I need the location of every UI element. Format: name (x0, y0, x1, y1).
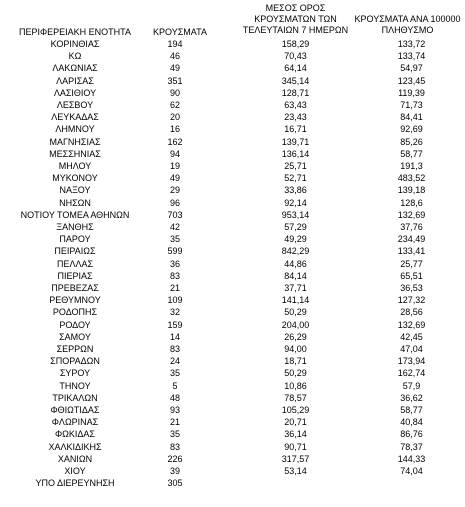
cell-unit: ΜΕΣΣΗΝΙΑΣ (49, 148, 101, 159)
cell-per100k: 128,6 (400, 197, 423, 208)
table-row (0, 136, 465, 148)
cell-cases: 35 (169, 234, 180, 245)
cell-cases: 48 (169, 392, 180, 403)
table-row (0, 197, 465, 209)
header-avg7-line1: ΜΕΣΟΣ ΟΡΟΣ (265, 3, 326, 13)
cell-cases: 21 (169, 417, 180, 428)
cell-avg7: 70,43 (284, 51, 307, 62)
cell-per100k: 483,52 (397, 173, 426, 184)
cell-avg7: 92,14 (284, 197, 307, 208)
cell-avg7: 26,29 (284, 331, 307, 342)
cell-avg7: 37,71 (284, 283, 307, 293)
cell-cases: 226 (167, 453, 183, 464)
cell-per100k: 42,45 (400, 331, 423, 342)
table-row (0, 477, 465, 489)
cell-per100k: 74,04 (400, 466, 423, 476)
header-avg7-line3: ΤΕΛΕΥΤΑΙΩΝ 7 ΗΜΕΡΩΝ (242, 25, 349, 35)
table-row (0, 392, 465, 404)
cell-unit: ΧΑΝΙΩΝ (57, 453, 93, 464)
table-row (0, 294, 465, 306)
cell-per100k: 133,74 (397, 51, 426, 62)
table-row (0, 123, 465, 135)
cell-unit: ΣΑΜΟΥ (59, 331, 91, 342)
cell-avg7: 33,86 (284, 185, 307, 196)
header-per100k-line2: ΠΛΗΘΥΣΜΟ (381, 25, 434, 35)
cell-avg7: 204,00 (281, 319, 310, 330)
cell-per100k: 58,77 (400, 405, 423, 415)
cell-cases: 49 (169, 173, 180, 184)
header-per100k-line1: ΚΡΟΥΣΜΑΤΑ ΑΝΑ 100000 (354, 14, 461, 24)
cell-unit: ΛΕΣΒΟΥ (56, 100, 94, 110)
cell-unit: ΛΑΣΙΘΙΟΥ (53, 87, 97, 98)
table-row (0, 380, 465, 392)
cell-cases: 83 (169, 270, 180, 281)
cell-avg7: 141,14 (281, 295, 310, 306)
cell-cases: 5 (172, 380, 178, 391)
cell-cases: 93 (169, 405, 180, 415)
cell-cases: 32 (169, 307, 180, 318)
cell-cases: 35 (169, 429, 180, 440)
cell-cases: 599 (167, 246, 183, 257)
cell-per100k: 119,39 (398, 87, 425, 98)
cell-unit: ΛΑΡΙΣΑΣ (56, 75, 94, 86)
table-row (0, 75, 465, 87)
cell-unit: ΤΡΙΚΑΛΩΝ (52, 392, 98, 403)
cell-cases: 351 (167, 75, 183, 86)
header-avg7 (233, 3, 358, 36)
cell-avg7: 105,29 (281, 405, 310, 415)
cell-per100k: 132,69 (397, 209, 426, 220)
table-row (0, 416, 465, 428)
cell-unit: ΡΟΔΟΥ (59, 319, 91, 330)
table-row (0, 404, 465, 416)
cell-unit: ΠΡΕΒΕΖΑΣ (51, 283, 99, 293)
cell-per100k: 191,3 (400, 161, 423, 171)
cell-cases: 36 (169, 258, 180, 269)
cell-cases: 20 (169, 112, 180, 123)
cell-unit: ΦΛΩΡΙΝΑΣ (51, 417, 99, 428)
table-row (0, 221, 465, 233)
cell-unit: ΝΗΣΩΝ (59, 197, 91, 208)
cell-unit: ΛΕΥΚΑΔΑΣ (51, 112, 99, 123)
cell-avg7: 158,29 (281, 39, 310, 49)
cell-per100k: 58,77 (400, 148, 423, 159)
cell-unit: ΡΟΔΟΠΗΣ (52, 307, 98, 318)
cell-unit: ΦΩΚΙΔΑΣ (55, 429, 95, 440)
cell-cases: 62 (169, 100, 180, 110)
cell-unit: ΚΟΡΙΝΘΙΑΣ (50, 39, 100, 49)
cell-unit: ΦΘΙΩΤΙΔΑΣ (50, 405, 100, 415)
table-row (0, 270, 465, 282)
cell-cases: 159 (167, 319, 183, 330)
cell-per100k: 84,41 (400, 112, 423, 123)
cell-avg7: 84,14 (284, 270, 307, 281)
cell-avg7: 345,14 (281, 75, 310, 86)
cell-cases: 109 (167, 295, 183, 306)
cell-per100k: 85,26 (400, 136, 423, 147)
cell-per100k: 132,69 (397, 319, 426, 330)
cell-cases: 194 (167, 39, 183, 49)
cell-unit: ΠΑΡΟΥ (59, 234, 91, 245)
cell-unit: ΜΗΛΟΥ (58, 161, 92, 171)
table-row (0, 331, 465, 343)
table-row (0, 306, 465, 318)
cell-avg7: 10,86 (284, 380, 307, 391)
cell-avg7: 90,71 (284, 441, 307, 452)
table-row (0, 172, 465, 184)
table-row (0, 38, 465, 50)
cell-per100k: 71,73 (400, 100, 423, 110)
cell-per100k: 234,49 (397, 234, 426, 245)
cell-unit: ΣΠΟΡΑΔΩΝ (50, 356, 100, 367)
cell-unit: ΡΕΘΥΜΝΟΥ (49, 295, 101, 306)
cell-cases: 29 (169, 185, 180, 196)
cell-avg7: 23,43 (284, 112, 307, 123)
cell-avg7: 50,29 (284, 307, 307, 318)
cell-per100k: 28,56 (400, 307, 423, 318)
table-row (0, 184, 465, 196)
cell-per100k: 54,97 (400, 63, 423, 74)
cell-avg7: 57,29 (284, 222, 307, 232)
cell-unit: ΝΟΤΙΟΥ ΤΟΜΕΑ ΑΘΗΝΩΝ (20, 209, 130, 220)
table-row (0, 258, 465, 270)
cell-avg7: 953,14 (281, 209, 310, 220)
cell-per100k: 65,51 (400, 270, 423, 281)
cell-per100k: 86,76 (400, 429, 423, 440)
cell-avg7: 52,71 (284, 173, 307, 184)
cell-per100k: 78,37 (400, 441, 423, 452)
cell-unit: ΧΙΟΥ (64, 466, 86, 476)
table-row (0, 465, 465, 477)
header-unit: ΠΕΡΙΦΕΡΕΙΑΚΗ ΕΝΟΤΗΤΑ (18, 27, 132, 37)
cell-cases: 703 (167, 209, 183, 220)
cell-unit: ΚΩ (68, 51, 82, 62)
cell-cases: 24 (169, 356, 180, 367)
cell-per100k: 123,45 (397, 75, 426, 86)
table-row (0, 441, 465, 453)
cell-per100k: 37,76 (400, 222, 423, 232)
cell-cases: 94 (169, 148, 180, 159)
cell-per100k: 139,18 (397, 185, 426, 196)
cell-unit: ΛΗΜΝΟΥ (55, 124, 95, 135)
cell-avg7: 36,14 (284, 429, 307, 440)
cell-per100k: 133,41 (397, 246, 426, 257)
cell-per100k: 162,74 (397, 368, 426, 379)
cell-cases: 162 (167, 136, 183, 147)
cell-unit: ΠΕΙΡΑΙΩΣ (54, 246, 96, 257)
cell-cases: 90 (169, 87, 180, 98)
cell-unit: ΣΕΡΡΩΝ (56, 344, 94, 354)
cell-unit: ΜΥΚΟΝΟΥ (52, 173, 98, 184)
cell-per100k: 47,04 (400, 344, 423, 354)
table-row (0, 233, 465, 245)
header-cases: ΚΡΟΥΣΜΑΤΑ (153, 27, 207, 37)
table-row (0, 50, 465, 62)
header-per100k (350, 14, 465, 36)
cell-avg7: 50,29 (284, 368, 307, 379)
cell-avg7: 16,71 (284, 124, 307, 135)
cell-avg7: 78,57 (284, 392, 307, 403)
cell-cases: 83 (169, 344, 180, 354)
cell-per100k: 173,94 (397, 356, 426, 367)
cell-per100k: 25,77 (400, 258, 423, 269)
table-row (0, 367, 465, 379)
table-row (0, 62, 465, 74)
table-row (0, 87, 465, 99)
cell-cases: 305 (167, 478, 183, 489)
cell-avg7: 25,71 (284, 161, 307, 171)
cell-unit: ΣΥΡΟΥ (59, 368, 91, 379)
cell-unit: ΞΑΝΘΗΣ (56, 222, 94, 232)
cell-unit: ΠΕΛΛΑΣ (56, 258, 94, 269)
cell-cases: 35 (169, 368, 180, 379)
cell-per100k: 57,9 (402, 380, 421, 391)
cell-unit: ΝΑΞΟΥ (59, 185, 91, 196)
table-row (0, 99, 465, 111)
cell-per100k: 133,72 (397, 39, 426, 49)
cell-avg7: 49,29 (284, 234, 307, 245)
cell-unit: ΠΙΕΡΙΑΣ (57, 270, 93, 281)
cell-cases: 16 (169, 124, 180, 135)
cell-per100k: 127,32 (397, 295, 426, 306)
table-row (0, 319, 465, 331)
cell-unit: ΤΗΝΟΥ (59, 380, 91, 391)
cell-cases: 21 (169, 283, 180, 293)
cell-avg7: 128,71 (281, 87, 310, 98)
table-row (0, 453, 465, 465)
table-row (0, 160, 465, 172)
cell-cases: 49 (169, 63, 180, 74)
cell-avg7: 317,57 (281, 453, 310, 464)
header-avg7-line2: ΚΡΟΥΣΜΑΤΩΝ ΤΩΝ (254, 14, 337, 24)
table-row (0, 428, 465, 440)
cell-per100k: 40,84 (400, 417, 423, 428)
cell-avg7: 18,71 (284, 356, 307, 367)
cell-avg7: 94,00 (284, 344, 307, 354)
cell-unit: ΧΑΛΚΙΔΙΚΗΣ (48, 441, 102, 452)
table-row (0, 209, 465, 221)
cell-avg7: 63,43 (284, 100, 307, 110)
table-row (0, 343, 465, 355)
table-row (0, 355, 465, 367)
cell-avg7: 842,29 (281, 246, 310, 257)
cell-avg7: 64,14 (284, 63, 307, 74)
cell-cases: 19 (169, 161, 180, 171)
cell-per100k: 36,62 (400, 392, 423, 403)
cell-avg7: 136,14 (281, 148, 310, 159)
table-row (0, 111, 465, 123)
table-row (0, 282, 465, 294)
cell-cases: 42 (169, 222, 180, 232)
cell-per100k: 36,53 (400, 283, 423, 293)
cell-per100k: 144,33 (397, 453, 426, 464)
cell-cases: 83 (169, 441, 180, 452)
cell-cases: 46 (169, 51, 180, 62)
cell-unit: ΛΑΚΩΝΙΑΣ (52, 63, 98, 74)
cell-avg7: 53,14 (284, 466, 307, 476)
cell-cases: 39 (169, 466, 180, 476)
cell-unit: ΥΠΟ ΔΙΕΡΕΥΝΗΣΗ (35, 478, 115, 489)
cell-avg7: 20,71 (284, 417, 307, 428)
table-row (0, 148, 465, 160)
table-row (0, 245, 465, 257)
cell-cases: 96 (169, 197, 180, 208)
cell-cases: 14 (169, 331, 180, 342)
cell-avg7: 139,71 (281, 136, 310, 147)
cell-unit: ΜΑΓΝΗΣΙΑΣ (49, 136, 101, 147)
cell-per100k: 92,69 (400, 124, 423, 135)
cell-avg7: 44,86 (284, 258, 307, 269)
